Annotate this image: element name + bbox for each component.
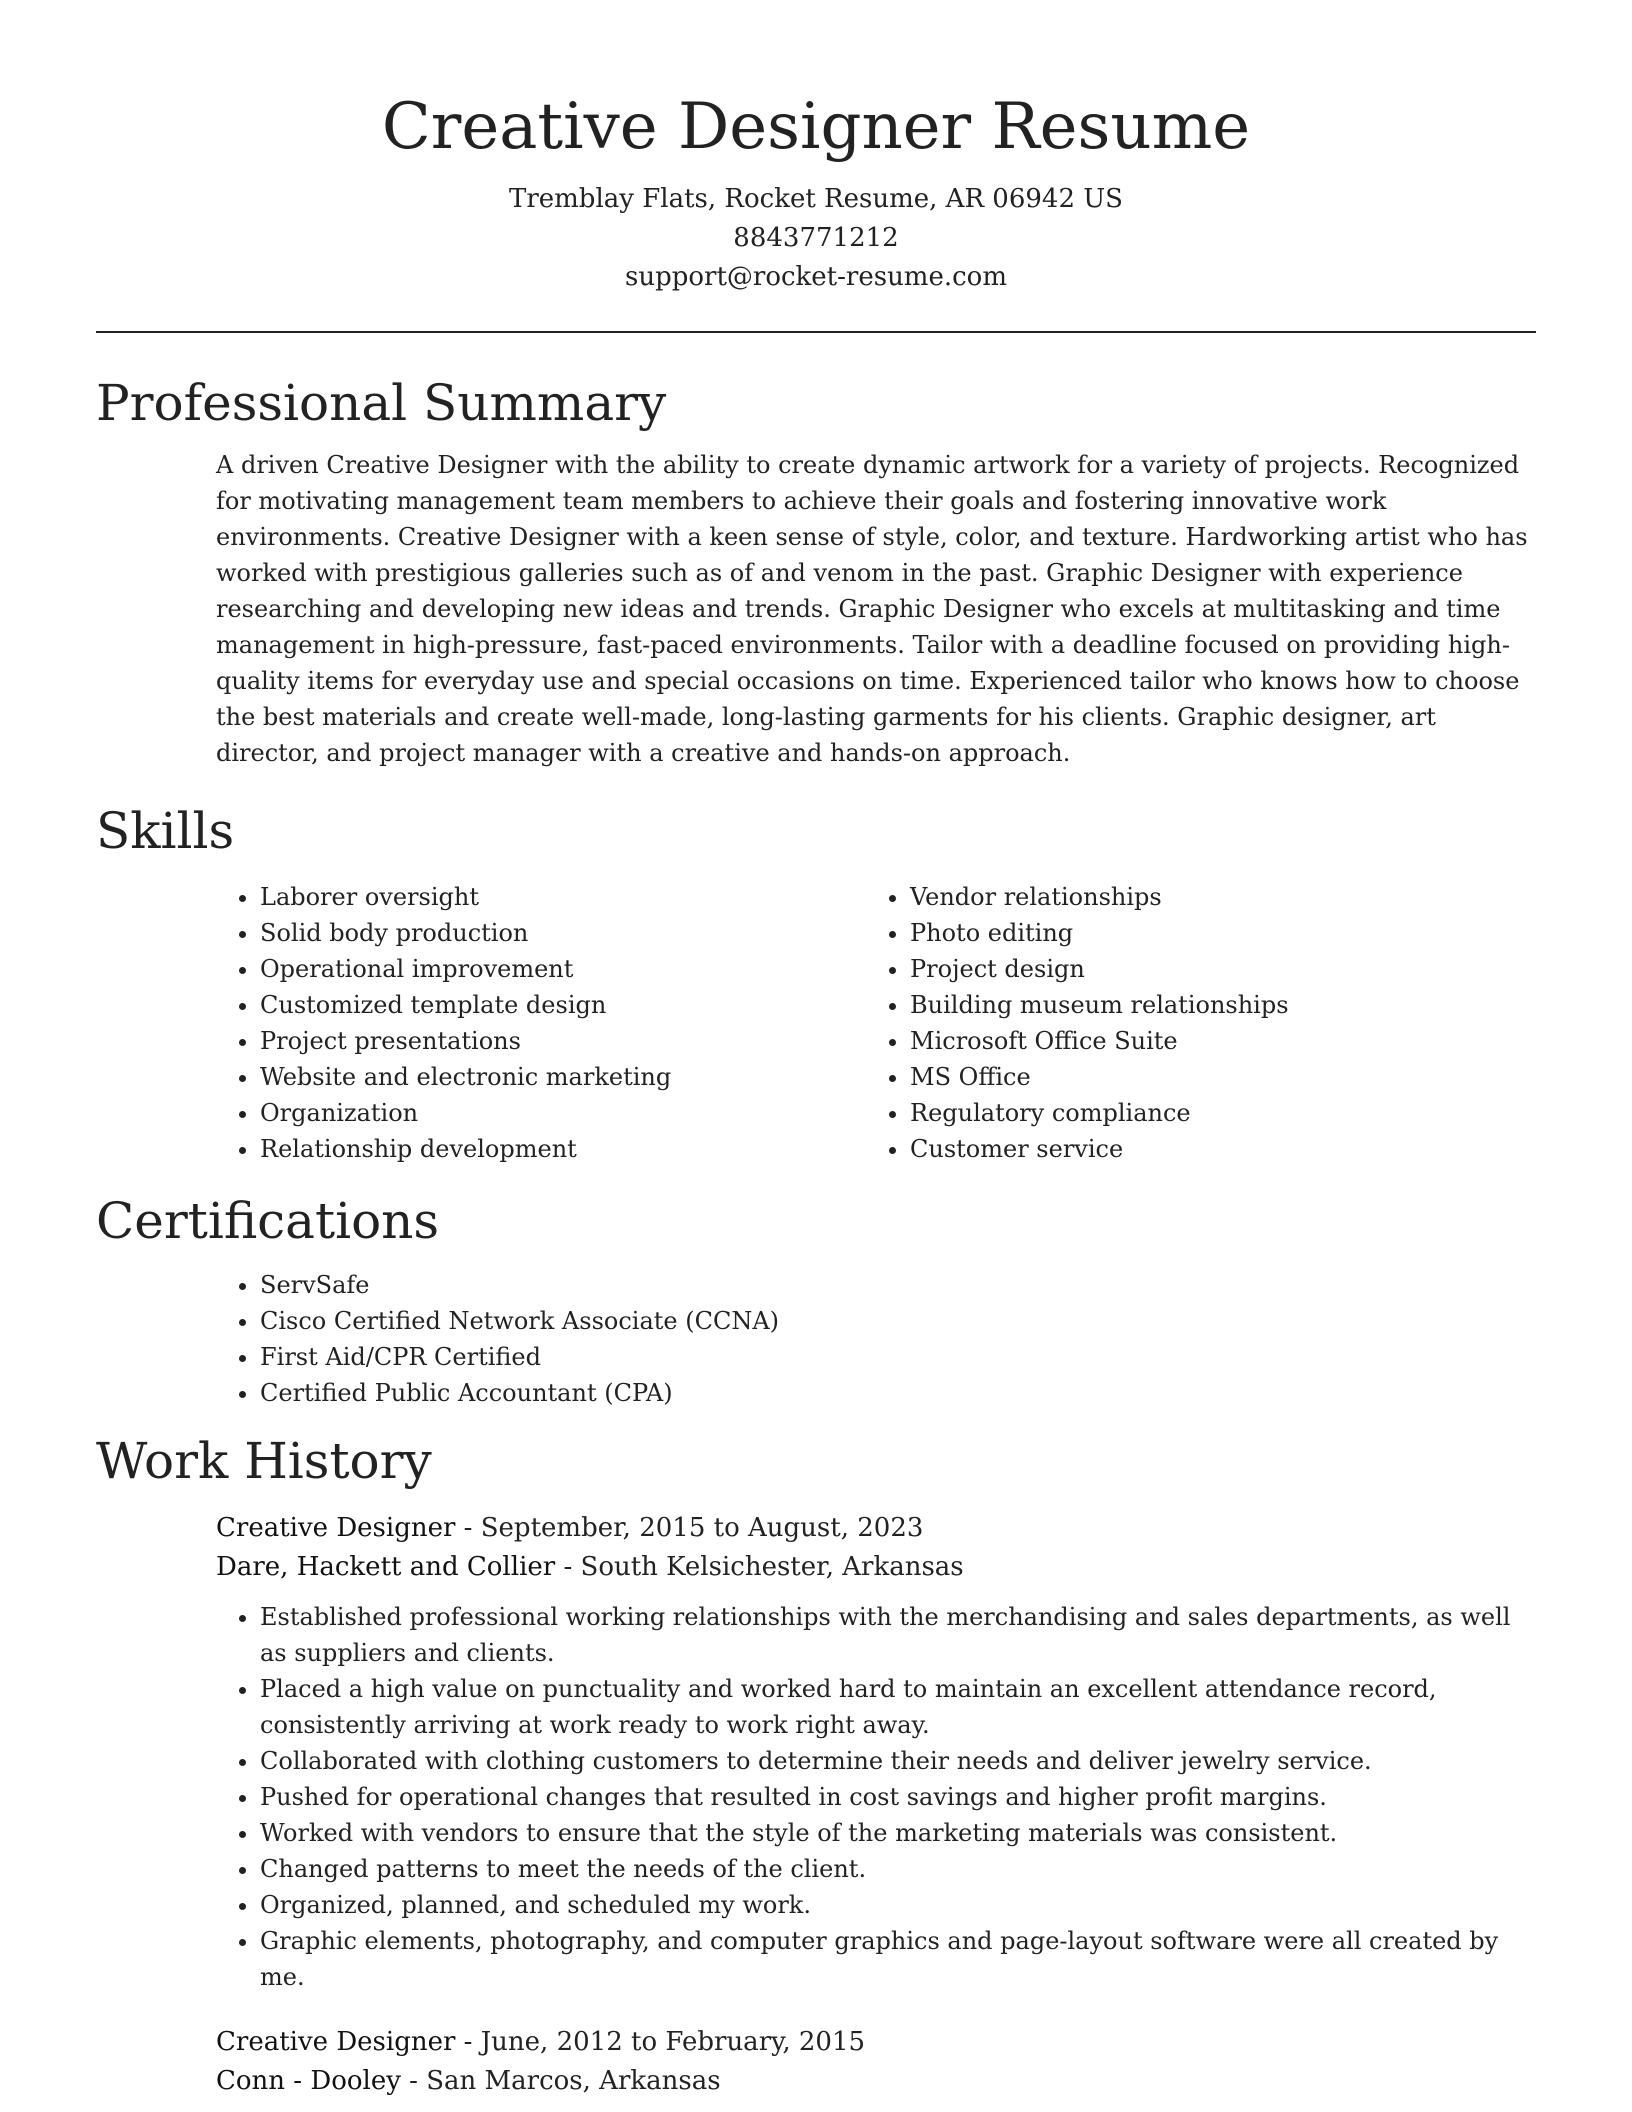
job-duty-item: • Organized, planned, and scheduled my work. xyxy=(260,1887,1536,1923)
job-duty-item: • Pushed for operational changes that resulted in cost savings and higher profit margins. xyxy=(260,1779,1536,1815)
job-duties xyxy=(216,1599,1536,1995)
skill-item: • Photo editing xyxy=(910,915,1516,951)
job-title-line xyxy=(216,1509,1536,1548)
skills-heading: Skills xyxy=(96,802,235,860)
resume-page xyxy=(96,0,1536,2101)
skill-item: • Regulatory compliance xyxy=(910,1095,1516,1131)
job-location: - South Kelsichester, Arkansas xyxy=(555,1552,964,1582)
resume-title: Creative Designer Resume xyxy=(381,90,1251,164)
certification-item: • Certified Public Accountant (CPA) xyxy=(260,1375,1536,1411)
skills-column-left xyxy=(216,879,866,1167)
job-dates: - September, 2015 to August, 2023 xyxy=(455,1513,924,1543)
address: Tremblay Flats, Rocket Resume, AR 06942 US xyxy=(509,184,1123,214)
work-history-heading: Work History xyxy=(96,1432,432,1490)
skill-item: • Project design xyxy=(910,951,1516,987)
skills-column-right xyxy=(866,879,1516,1167)
certification-item: • First Aid/CPR Certified xyxy=(260,1339,1536,1375)
job-entry xyxy=(216,1509,1536,1995)
email: support@rocket-resume.com xyxy=(624,262,1007,292)
skills-list xyxy=(216,879,1536,1167)
certification-item: • ServSafe xyxy=(260,1267,1536,1303)
job-company: Conn - Dooley xyxy=(216,2066,401,2096)
certifications-list xyxy=(216,1267,1536,1411)
skill-item: • Vendor relationships xyxy=(910,879,1516,915)
job-duty-item: • Graphic elements, photography, and computer graphics and page-layout software were all created by me. xyxy=(260,1923,1536,1995)
skill-item: • Building museum relationships xyxy=(910,987,1516,1023)
skill-item: • Organization xyxy=(260,1095,866,1131)
job-dates: - June, 2012 to February, 2015 xyxy=(455,2027,866,2057)
skill-item: • Operational improvement xyxy=(260,951,866,987)
job-title: Creative Designer xyxy=(216,2027,456,2057)
skill-item: • Customer service xyxy=(910,1131,1516,1167)
job-duty-item: • Collaborated with clothing customers to determine their needs and deliver jewelry service. xyxy=(260,1743,1536,1779)
skill-item: • Project presentations xyxy=(260,1023,866,1059)
job-location: - San Marcos, Arkansas xyxy=(400,2066,721,2096)
job-duty-item: • Placed a high value on punctuality and worked hard to maintain an excellent attendance record, consistently arriving at work ready to work right away. xyxy=(260,1671,1536,1743)
certifications-heading: Certifications xyxy=(96,1192,440,1250)
skill-item: • Customized template design xyxy=(260,987,866,1023)
job-title-line xyxy=(216,2023,1536,2062)
phone: 8843771212 xyxy=(733,223,899,253)
job-duty-item: • Changed patterns to meet the needs of the client. xyxy=(260,1851,1536,1887)
skill-item: • Solid body production xyxy=(260,915,866,951)
job-duty-item: • Established professional working relationships with the merchandising and sales departments, as well as suppliers and clients. xyxy=(260,1599,1536,1671)
job-title: Creative Designer xyxy=(216,1513,456,1543)
summary-text: A driven Creative Designer with the ability to create dynamic artwork for a variety of projects. Recognized for motivating management team members to achieve their goals and fostering innovative work environments. Creative Designer with a keen sense of style, color, and texture. Hardworking artist who has worked with prestigious galleries such as of and venom in the past. Graphic Designer with experience researching and developing new ideas and trends. Graphic Designer who excels at multitasking and time management in high-pressure, fast-paced environments. Tailor with a deadline focused on providing high-quality items for everyday use and special occasions on time. Experienced tailor who knows how to choose the best materials and create well-made, long-lasting garments for his clients. Graphic designer, art director, and project manager with a creative and hands-on approach. xyxy=(216,451,1528,767)
skill-item: • Microsoft Office Suite xyxy=(910,1023,1516,1059)
skill-item: • Website and electronic marketing xyxy=(260,1059,866,1095)
skill-item: • Laborer oversight xyxy=(260,879,866,915)
certification-item: • Cisco Certified Network Associate (CCNA) xyxy=(260,1303,1536,1339)
summary-heading: Professional Summary xyxy=(96,374,667,432)
job-company-line xyxy=(216,2062,1536,2101)
skill-item: • Relationship development xyxy=(260,1131,866,1167)
job-entry xyxy=(216,2023,1536,2101)
job-company: Dare, Hackett and Collier xyxy=(216,1552,556,1582)
resume-header xyxy=(96,0,1536,297)
skill-item: • MS Office xyxy=(910,1059,1516,1095)
job-duty-item: • Worked with vendors to ensure that the style of the marketing materials was consistent. xyxy=(260,1815,1536,1851)
job-company-line xyxy=(216,1548,1536,1587)
header-divider xyxy=(96,331,1536,333)
